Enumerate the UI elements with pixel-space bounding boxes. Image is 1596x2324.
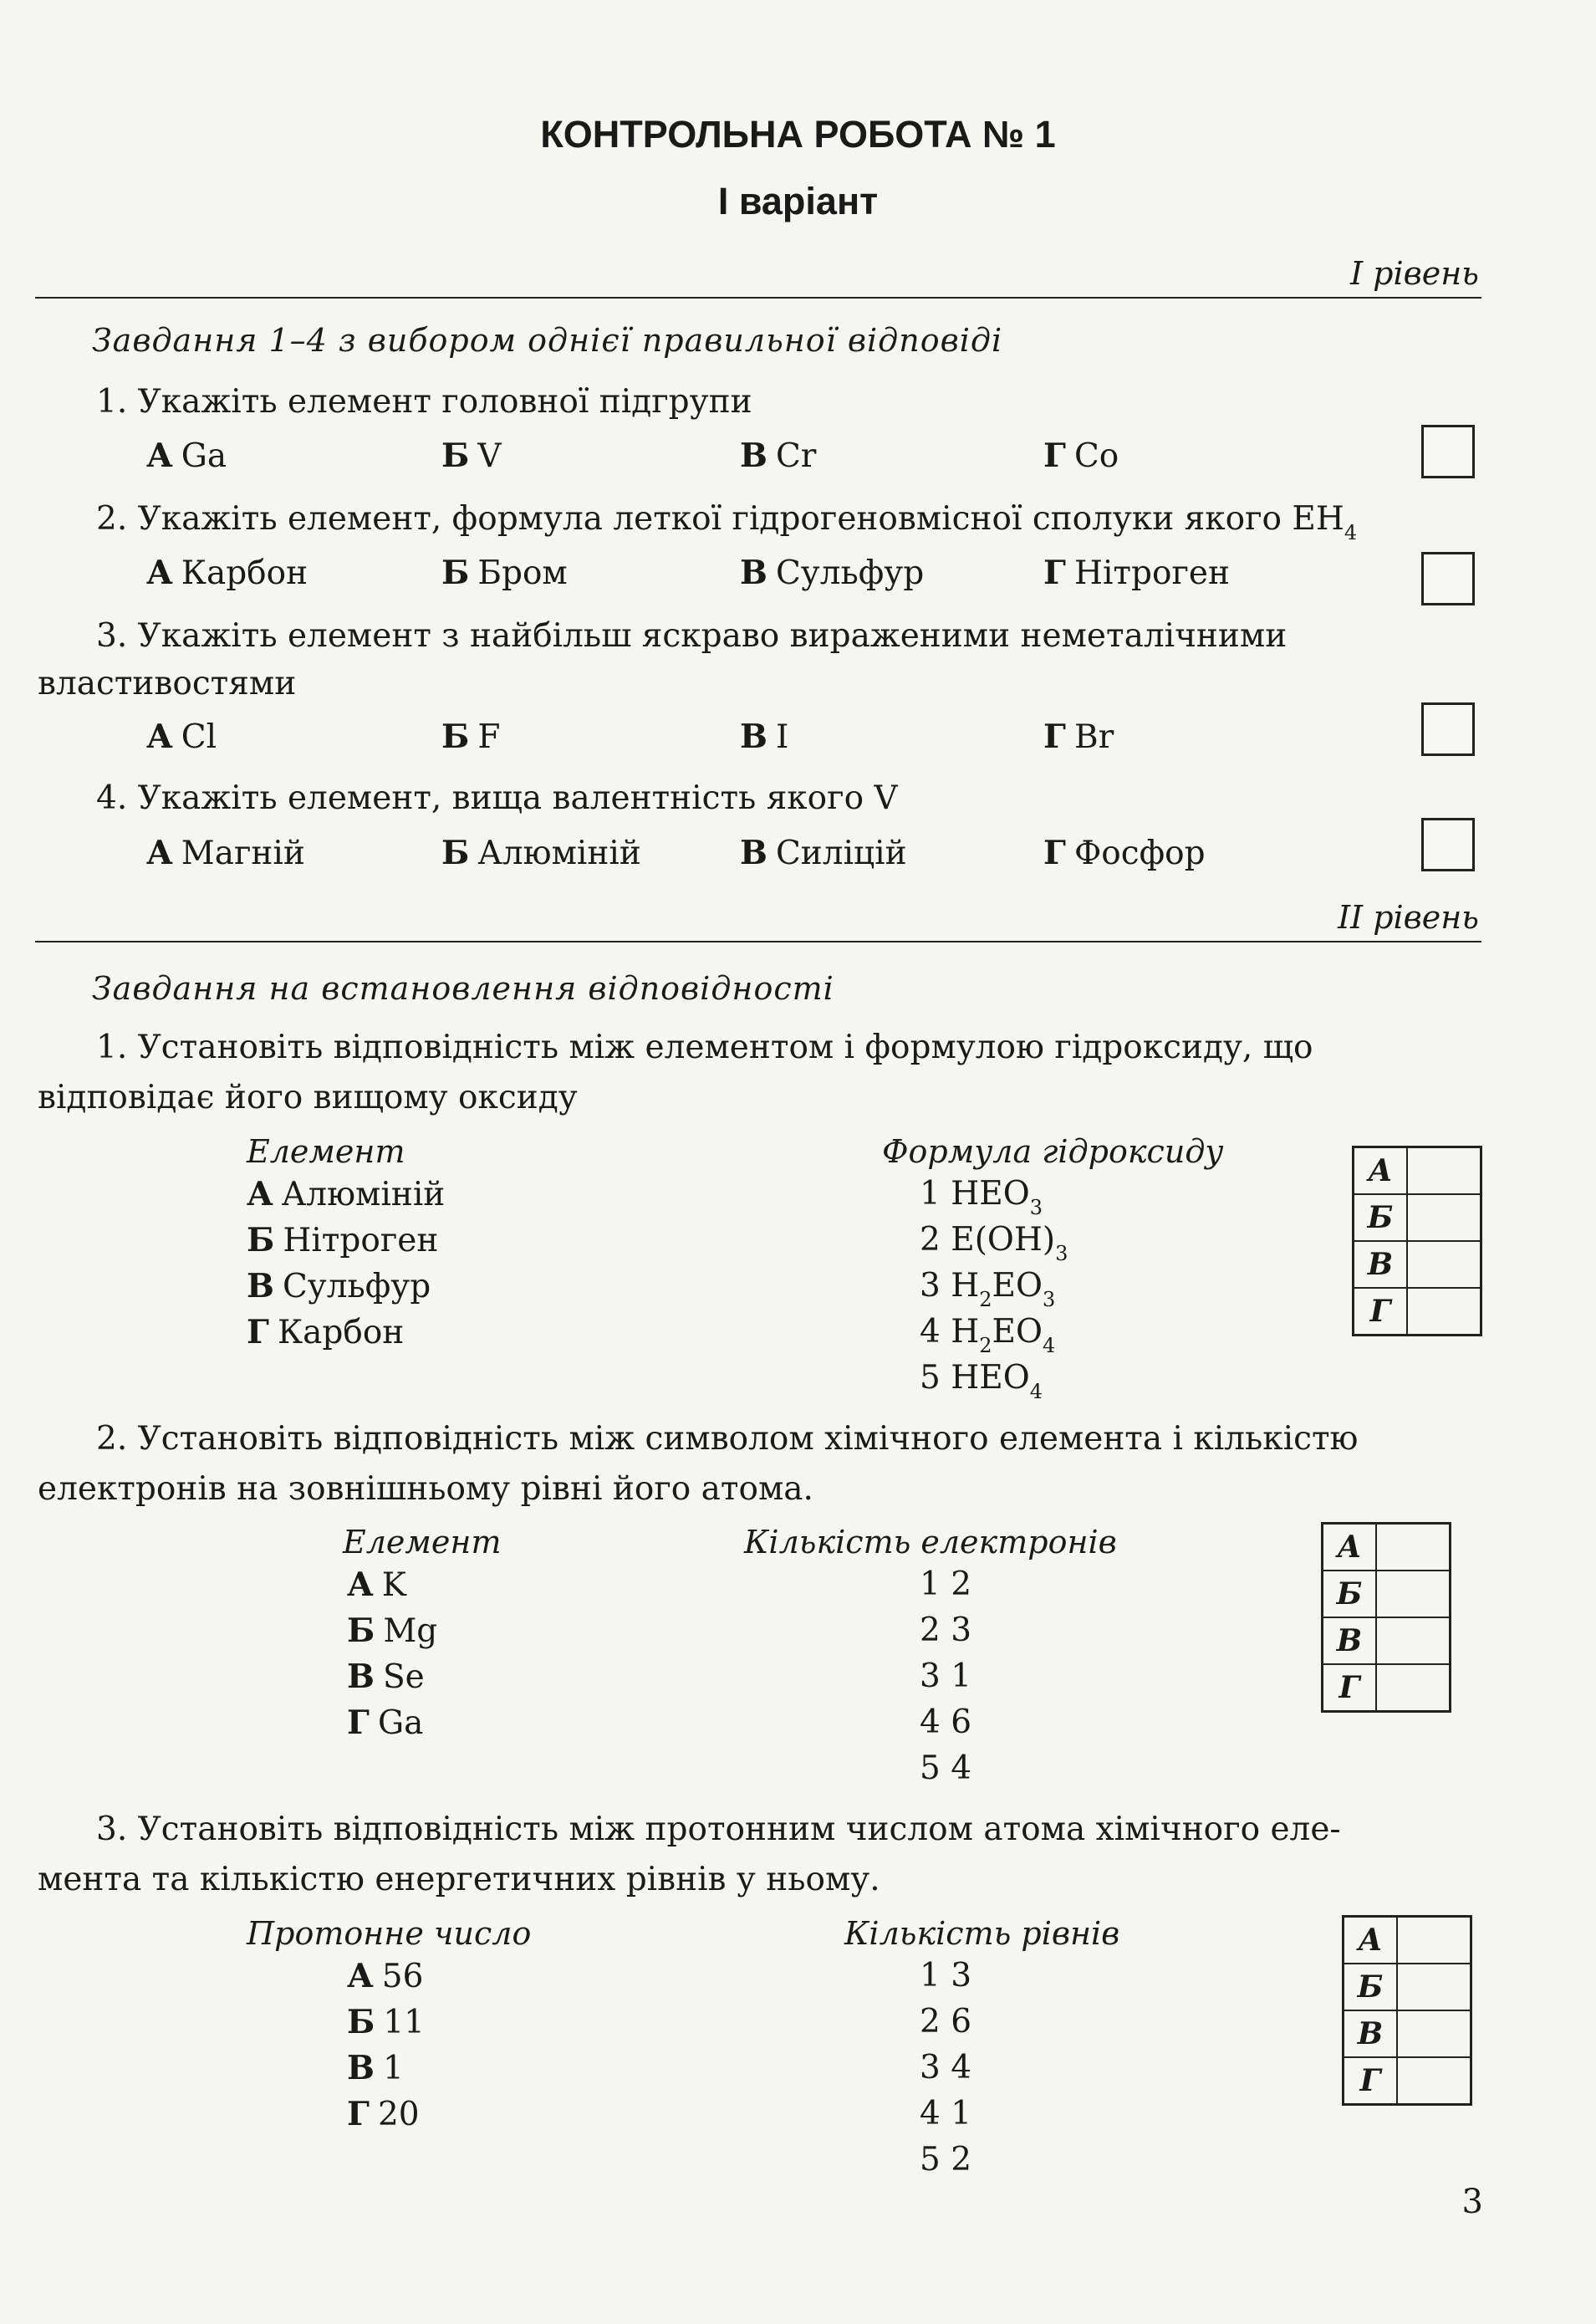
answer-cell[interactable] — [1376, 1617, 1451, 1664]
answer-cell[interactable] — [1407, 1147, 1481, 1195]
answer-row-label: А — [1344, 1917, 1398, 1964]
task-2-text-line1: 2. Установіть відповідність між символом хімічного елемента і кількістю — [96, 1420, 1359, 1458]
task-2-answer-grid — [1321, 1522, 1451, 1713]
question-2-text: 2. Укажіть елемент, формула леткої гідрогеновмісної сполуки якого $ЕН_4$ — [96, 500, 1358, 544]
task-3-right-4: 4 1 — [920, 2095, 972, 2132]
task-3-right-3: 3 4 — [920, 2049, 972, 2086]
task-3-right-5: 5 2 — [920, 2141, 972, 2178]
answer-cell[interactable] — [1397, 1917, 1471, 1964]
task-3-left-header: Протонне число — [247, 1915, 532, 1952]
q2-option-d[interactable]: Г Нітроген — [1043, 554, 1230, 592]
level-2-label: ІІ рівень — [1338, 899, 1479, 936]
q3-option-b[interactable]: Б F — [441, 718, 501, 756]
level-1-label: І рівень — [1350, 255, 1479, 292]
q2-option-b[interactable]: Б Бром — [441, 554, 568, 592]
task-1-right-5: 5 $HEO_4$ — [920, 1359, 1043, 1403]
task-1-left-header: Елемент — [247, 1133, 405, 1170]
task-2-right-3: 3 1 — [920, 1657, 972, 1695]
task-3-left-a: А 56 — [347, 1957, 424, 1995]
q4-answer-box[interactable] — [1421, 818, 1475, 871]
task-3-text-line1: 3. Установіть відповідність між протонним числом атома хімічного еле- — [96, 1811, 1341, 1848]
task-3-left-d: Г 20 — [347, 2095, 420, 2133]
task-1-left-d: Г Карбон — [247, 1313, 405, 1351]
task-3-right-2: 2 6 — [920, 2003, 972, 2041]
divider — [35, 297, 1481, 299]
level-1-section-title: Завдання 1–4 з вибором однієї правильної відповіді — [92, 322, 1003, 359]
task-2-right-2: 2 3 — [920, 1611, 972, 1649]
q2-option-c[interactable]: В Сульфур — [740, 554, 925, 592]
task-1-text-line1: 1. Установіть відповідність між елементом і формулою гідроксиду, що — [96, 1029, 1313, 1066]
answer-row-label: А — [1354, 1147, 1408, 1195]
task-2-text-line2: електронів на зовнішньому рівні його атома. — [38, 1470, 813, 1508]
task-2-right-header: Кількість електронів — [744, 1524, 1117, 1560]
q1-option-a[interactable]: А Ga — [146, 437, 227, 475]
answer-cell[interactable] — [1376, 1664, 1451, 1712]
answer-row-label: А — [1323, 1524, 1377, 1571]
q4-option-b[interactable]: Б Алюміній — [441, 834, 641, 872]
question-1-text: 1. Укажіть елемент головної підгрупи — [96, 383, 752, 421]
question-3-text-line1: 3. Укажіть елемент з найбільш яскраво вираженими неметалічними — [96, 617, 1288, 655]
q3-option-d[interactable]: Г Br — [1043, 718, 1114, 756]
task-1-text-line2: відповідає його вищому оксиду — [38, 1079, 578, 1116]
q1-option-d[interactable]: Г Co — [1043, 437, 1119, 475]
answer-row-label: Б — [1344, 1964, 1398, 2010]
answer-row-label: Б — [1354, 1194, 1408, 1241]
task-1-right-header: Формула гідроксиду — [882, 1133, 1224, 1170]
task-2-left-c: В Se — [347, 1657, 425, 1696]
task-3-right-1: 1 3 — [920, 1957, 972, 1995]
task-2-right-1: 1 2 — [920, 1566, 972, 1603]
variant-title: І варіант — [717, 180, 879, 222]
task-2-left-b: Б Mg — [347, 1611, 438, 1650]
task-1-left-b: Б Нітроген — [247, 1221, 439, 1259]
q3-option-a[interactable]: А Cl — [146, 718, 217, 756]
answer-cell[interactable] — [1376, 1524, 1451, 1571]
q4-option-c[interactable]: В Силіцій — [740, 834, 907, 872]
answer-row-label: Б — [1323, 1571, 1377, 1617]
task-3-answer-grid — [1342, 1915, 1472, 2106]
answer-cell[interactable] — [1407, 1194, 1481, 1241]
task-3-left-c: В 1 — [347, 2049, 404, 2087]
answer-cell[interactable] — [1407, 1288, 1481, 1336]
task-1-right-2: 2 $E(OH)_3$ — [920, 1221, 1068, 1265]
question-3-text-line2: властивостями — [38, 665, 297, 702]
q1-option-c[interactable]: В Cr — [740, 437, 817, 475]
task-3-right-header: Кількість рівнів — [844, 1915, 1120, 1952]
q1-answer-box[interactable] — [1421, 425, 1475, 478]
task-1-right-3: 3 $H_2EO_3$ — [920, 1267, 1056, 1311]
task-2-right-4: 4 6 — [920, 1703, 972, 1741]
task-3-text-line2: мента та кількістю енергетичних рівнів у ньому. — [38, 1861, 880, 1898]
task-1-left-a: А Алюміній — [247, 1175, 446, 1213]
task-1-right-1: 1 $HEO_3$ — [920, 1175, 1043, 1219]
task-2-left-a: А K — [347, 1566, 406, 1604]
page-title: КОНТРОЛЬНА РОБОТА № 1 — [540, 113, 1056, 156]
task-1-right-4: 4 $H_2EO_4$ — [920, 1313, 1056, 1357]
task-2-right-5: 5 4 — [920, 1749, 972, 1787]
q4-option-d[interactable]: Г Фосфор — [1043, 834, 1206, 872]
level-2-section-title: Завдання на встановлення відповідності — [92, 970, 834, 1007]
q3-answer-box[interactable] — [1421, 702, 1475, 756]
q4-option-a[interactable]: А Магній — [146, 834, 305, 872]
divider — [35, 941, 1481, 942]
question-4-text: 4. Укажіть елемент, вища валентність якого V — [96, 779, 898, 817]
task-3-left-b: Б 11 — [347, 2003, 425, 2041]
task-1-left-c: В Сульфур — [247, 1267, 431, 1305]
task-1-answer-grid — [1352, 1146, 1482, 1336]
answer-row-label: В — [1354, 1241, 1408, 1288]
q2-answer-box[interactable] — [1421, 552, 1475, 605]
answer-row-label: Г — [1323, 1664, 1377, 1712]
answer-cell[interactable] — [1376, 1571, 1451, 1617]
answer-cell[interactable] — [1397, 2010, 1471, 2057]
task-2-left-d: Г Ga — [347, 1703, 424, 1742]
answer-row-label: Г — [1344, 2057, 1398, 2105]
q2-option-a[interactable]: А Карбон — [146, 554, 308, 592]
answer-row-label: Г — [1354, 1288, 1408, 1336]
q1-option-b[interactable]: Б V — [441, 437, 502, 475]
answer-row-label: В — [1344, 2010, 1398, 2057]
task-2-left-header: Елемент — [343, 1524, 502, 1560]
page-number: 3 — [1461, 2183, 1483, 2221]
q3-option-c[interactable]: В I — [740, 718, 789, 756]
answer-cell[interactable] — [1397, 2057, 1471, 2105]
answer-cell[interactable] — [1407, 1241, 1481, 1288]
answer-row-label: В — [1323, 1617, 1377, 1664]
answer-cell[interactable] — [1397, 1964, 1471, 2010]
